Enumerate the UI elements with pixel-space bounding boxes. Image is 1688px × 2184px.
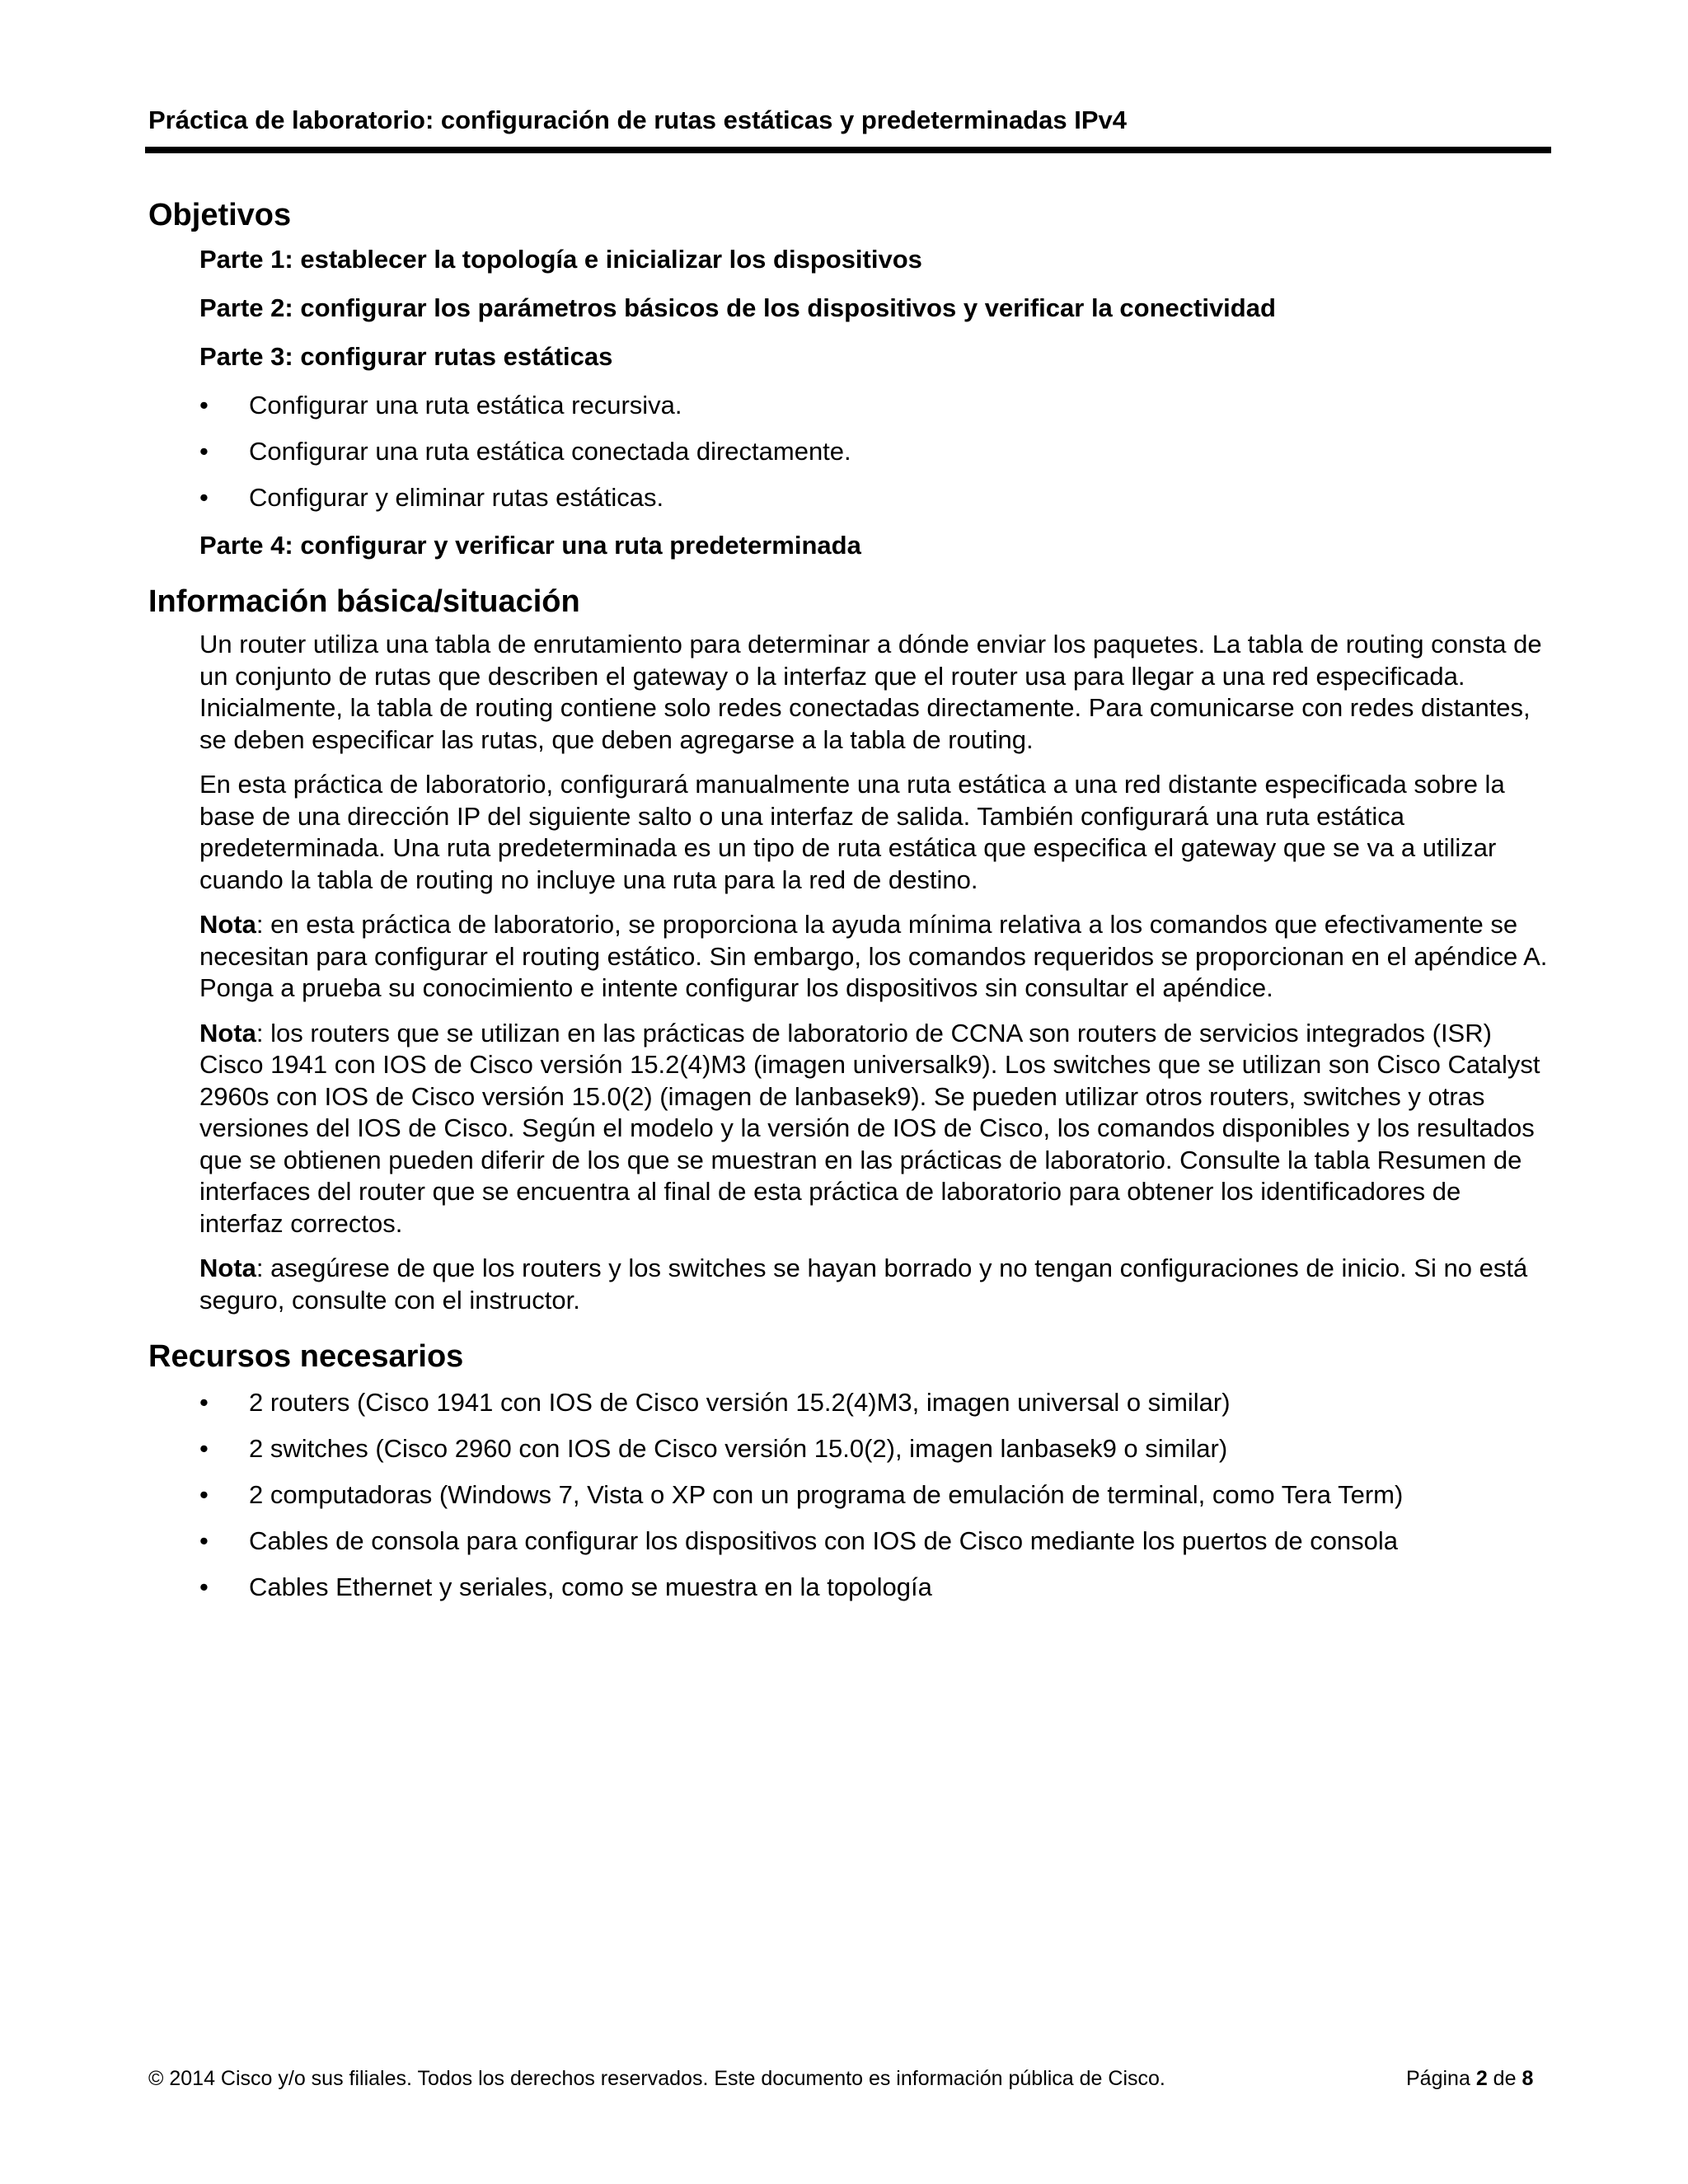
bullet-icon: •: [199, 1572, 209, 1601]
document-header-title: Práctica de laboratorio: configuración de rutas estáticas y predeterminadas IPv4: [148, 105, 1128, 134]
list-item: [199, 1432, 1550, 1466]
document-body: [148, 194, 1550, 1618]
note-label: Nota: [199, 910, 256, 939]
bullet-icon: •: [199, 391, 209, 419]
total-pages: 8: [1522, 2067, 1534, 2090]
footer-page-number: [1406, 2067, 1533, 2091]
list-item-text: Cables Ethernet y seriales, como se muestra en la topología: [249, 1572, 932, 1601]
list-item-text: 2 computadoras (Windows 7, Vista o XP con un programa de emulación de terminal, como Tera Term): [249, 1480, 1404, 1509]
note-paragraph-2: [199, 1018, 1550, 1240]
note-paragraph-3: [199, 1253, 1550, 1316]
resources-section: [148, 1336, 1550, 1605]
background-paragraph-1: Un router utiliza una tabla de enrutamiento para determinar a dónde enviar los paquetes. La tabla de routing consta de un conjunto de rutas que describen el gateway o la interfaz que el router usa para llegar a una red especificada. Inicialmente, la tabla de routing contiene solo redes conectadas directamente. Para comunicarse con redes distantes, se deben especificar las rutas, que deben agregarse a la tabla de routing.: [199, 630, 1542, 754]
list-item: [199, 388, 1550, 423]
list-item: [199, 1478, 1550, 1512]
bullet-icon: •: [199, 437, 209, 466]
list-item-text: Configurar una ruta estática conectada directamente.: [249, 437, 851, 466]
list-item-text: 2 routers (Cisco 1941 con IOS de Cisco versión 15.2(4)M3, imagen universal o similar): [249, 1388, 1231, 1417]
list-item: [199, 1570, 1550, 1605]
part-3: Parte 3: configurar rutas estáticas: [199, 342, 613, 371]
bullet-icon: •: [199, 1434, 209, 1463]
list-item-text: Configurar una ruta estática recursiva.: [249, 391, 682, 419]
part-2: Parte 2: configurar los parámetros básicos de los dispositivos y verificar la conectividad: [199, 293, 1276, 322]
background-section: [148, 581, 1550, 1316]
current-page: 2: [1475, 2067, 1488, 2090]
list-item: [199, 434, 1550, 469]
note-paragraph-1: [199, 909, 1550, 1005]
note-text: : en esta práctica de laboratorio, se proporciona la ayuda mínima relativa a los comandos que efectivamente se necesitan para configurar el routing estático. Sin embargo, los comandos requeridos se proporcionan en el apéndice A. Ponga a prueba su conocimiento e intente configurar los dispositivos sin consultar el apéndice.: [199, 910, 1548, 1002]
list-item: [199, 1524, 1550, 1558]
bullet-icon: •: [199, 483, 209, 512]
note-text: : asegúrese de que los routers y los switches se hayan borrado y no tengan configuraciones de inicio. Si no está seguro, consulte con el instructor.: [199, 1254, 1528, 1315]
background-heading: Información básica/situación: [148, 584, 580, 619]
part-1: Parte 1: establecer la topología e inicializar los dispositivos: [199, 245, 922, 274]
note-text: : los routers que se utilizan en las prácticas de laboratorio de CCNA son routers de servicios integrados (ISR) Cisco 1941 con IOS de Cisco versión 15.2(4)M3 (imagen universalk9). Los switches que se utilizan son Cisco Catalyst 2960s con IOS de Cisco versión 15.0(2) (imagen de lanbasek9). Se pueden utilizar otros routers, switches y otras versiones del IOS de Cisco. Según el modelo y la versión de IOS de Cisco, los comandos disponibles y los resultados que se obtienen pueden diferir de los que se muestran en las prácticas de laboratorio. Consulte la tabla Resumen de interfaces del router que se encuentra al final de esta práctica de laboratorio para obtener los identificadores de interfaz correctos.: [199, 1018, 1540, 1238]
resources-list: [199, 1385, 1550, 1605]
header-divider: [145, 147, 1551, 153]
of-word: de: [1493, 2067, 1517, 2090]
list-item: [199, 480, 1550, 515]
list-item-text: Cables de consola para configurar los dispositivos con IOS de Cisco mediante los puertos de consola: [249, 1526, 1399, 1555]
list-item-text: Configurar y eliminar rutas estáticas.: [249, 483, 664, 512]
part-3-bullet-list: [199, 388, 1550, 515]
page-word: Página: [1406, 2067, 1470, 2090]
resources-heading: Recursos necesarios: [148, 1339, 464, 1374]
bullet-icon: •: [199, 1526, 209, 1555]
note-label: Nota: [199, 1254, 256, 1282]
note-label: Nota: [199, 1018, 256, 1047]
list-item-text: 2 switches (Cisco 2960 con IOS de Cisco versión 15.0(2), imagen lanbasek9 o similar): [249, 1434, 1228, 1463]
background-paragraph-2: En esta práctica de laboratorio, configurará manualmente una ruta estática a una red distante especificada sobre la base de una dirección IP del siguiente salto o una interfaz de salida. También configurará una ruta estática predeterminada. Una ruta predeterminada es un tipo de ruta estática que especifica el gateway que se va a utilizar cuando la tabla de routing no incluye una ruta para la red de destino.: [199, 770, 1505, 894]
list-item: [199, 1385, 1550, 1420]
objectives-section: [148, 194, 1550, 563]
part-4: Parte 4: configurar y verificar una ruta predeterminada: [199, 531, 861, 560]
bullet-icon: •: [199, 1388, 209, 1417]
bullet-icon: •: [199, 1480, 209, 1509]
objectives-heading: Objetivos: [148, 198, 292, 232]
footer-copyright: © 2014 Cisco y/o sus filiales. Todos los derechos reservados. Este documento es información pública de Cisco.: [148, 2067, 1165, 2090]
